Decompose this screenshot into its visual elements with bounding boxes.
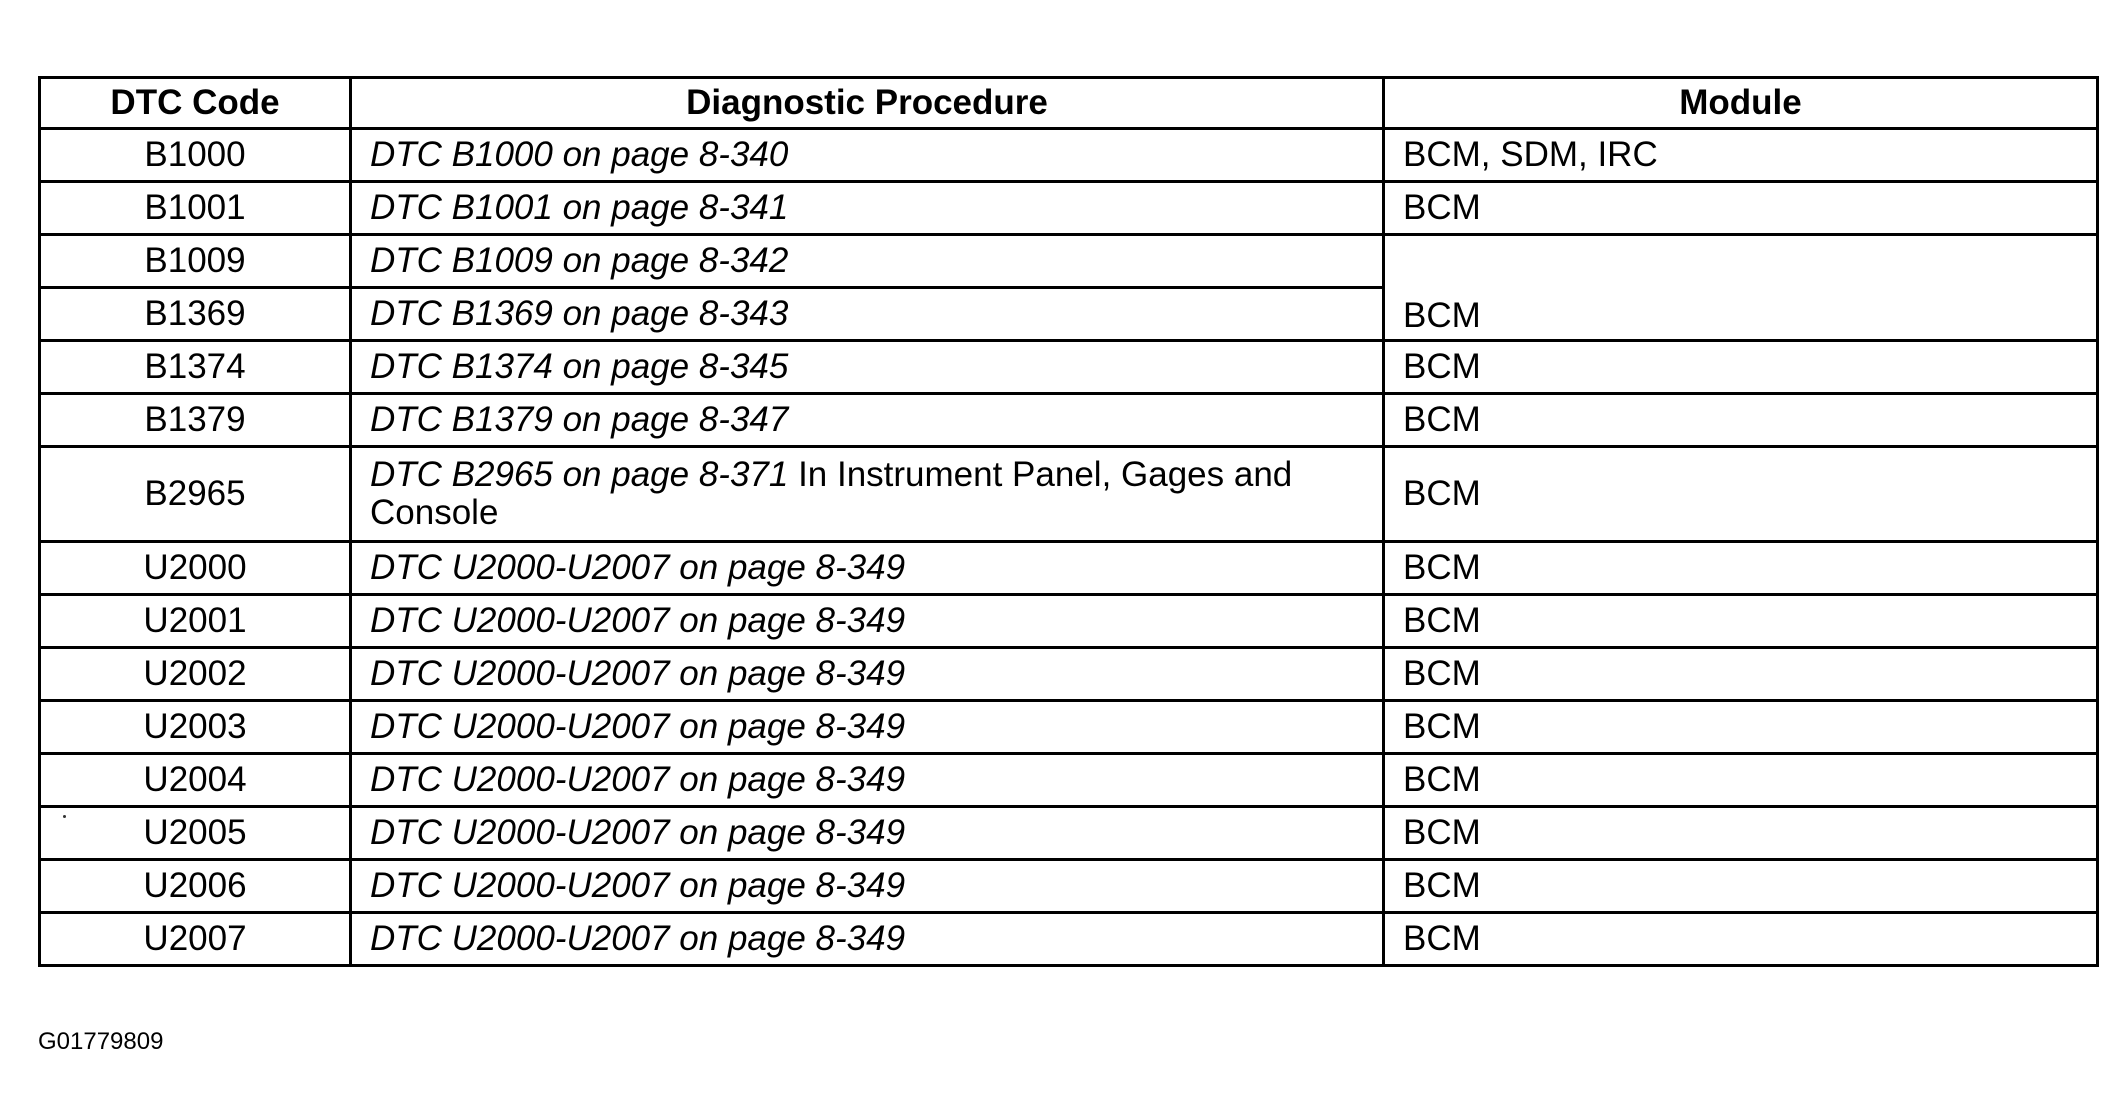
table-row [40,913,2098,966]
dtc-code-cell: B1369 [40,288,351,341]
dtc-code-cell: U2005 [40,807,351,860]
procedure-cell [351,648,1384,701]
module-cell: BCM [1384,595,2098,648]
procedure-cell [351,542,1384,595]
module-cell: BCM [1384,648,2098,701]
dtc-code-cell: B2965 [40,447,351,542]
dtc-code-cell: B1009 [40,235,351,288]
procedure-link[interactable]: DTC B1374 on page 8-345 [370,347,789,386]
dtc-table [38,76,2099,967]
procedure-cell [351,860,1384,913]
table-row [40,754,2098,807]
dtc-code-cell: B1000 [40,129,351,182]
dtc-code-cell: U2003 [40,701,351,754]
module-cell: BCM [1384,235,2098,341]
dtc-code-cell: U2000 [40,542,351,595]
procedure-cell [351,913,1384,966]
procedure-link[interactable]: DTC B2965 on page 8-371 [370,455,789,494]
table-row [40,595,2098,648]
procedure-link[interactable]: DTC B1379 on page 8-347 [370,400,789,439]
procedure-note: In Instrument Panel, Gages and Console [370,455,1293,532]
dtc-code-cell: U2006 [40,860,351,913]
module-cell: BCM [1384,860,2098,913]
procedure-cell [351,754,1384,807]
dtc-code-cell: U2001 [40,595,351,648]
procedure-cell [351,447,1384,542]
module-cell: BCM [1384,913,2098,966]
table-row [40,235,2098,288]
dtc-code-cell: B1379 [40,394,351,447]
scan-artifact-dot [63,815,66,818]
procedure-cell [351,288,1384,341]
table-row [40,807,2098,860]
procedure-link[interactable]: DTC U2000-U2007 on page 8-349 [370,919,906,958]
module-cell: BCM [1384,542,2098,595]
module-cell: BCM [1384,341,2098,394]
header-row [40,78,2098,129]
table-row [40,701,2098,754]
table-row [40,648,2098,701]
procedure-link[interactable]: DTC U2000-U2007 on page 8-349 [370,601,906,640]
procedure-link[interactable]: DTC U2000-U2007 on page 8-349 [370,813,906,852]
table-row [40,447,2098,542]
procedure-cell [351,182,1384,235]
procedure-link[interactable]: DTC U2000-U2007 on page 8-349 [370,548,906,587]
procedure-link[interactable]: DTC U2000-U2007 on page 8-349 [370,760,906,799]
table-row [40,182,2098,235]
procedure-link[interactable]: DTC U2000-U2007 on page 8-349 [370,707,906,746]
procedure-cell [351,129,1384,182]
dtc-code-cell: U2004 [40,754,351,807]
module-cell: BCM [1384,754,2098,807]
procedure-link[interactable]: DTC B1001 on page 8-341 [370,188,789,227]
procedure-link[interactable]: DTC B1000 on page 8-340 [370,135,789,174]
dtc-code-cell: B1001 [40,182,351,235]
procedure-cell [351,595,1384,648]
procedure-cell [351,394,1384,447]
procedure-link[interactable]: DTC B1369 on page 8-343 [370,294,789,333]
figure-id: G01779809 [38,1028,164,1055]
procedure-cell [351,807,1384,860]
module-cell: BCM [1384,701,2098,754]
procedure-cell [351,341,1384,394]
table-row [40,341,2098,394]
table-row [40,542,2098,595]
header-dtc-code: DTC Code [40,78,351,129]
header-module: Module [1384,78,2098,129]
module-cell: BCM, SDM, IRC [1384,129,2098,182]
module-cell: BCM [1384,394,2098,447]
dtc-code-cell: B1374 [40,341,351,394]
procedure-cell [351,235,1384,288]
table-row [40,860,2098,913]
header-diagnostic-procedure: Diagnostic Procedure [351,78,1384,129]
table-row [40,394,2098,447]
procedure-link[interactable]: DTC U2000-U2007 on page 8-349 [370,866,906,905]
dtc-code-cell: U2007 [40,913,351,966]
procedure-cell [351,701,1384,754]
table-row [40,129,2098,182]
module-cell: BCM [1384,807,2098,860]
procedure-link[interactable]: DTC B1009 on page 8-342 [370,241,789,280]
module-cell: BCM [1384,182,2098,235]
module-cell: BCM [1384,447,2098,542]
procedure-link[interactable]: DTC U2000-U2007 on page 8-349 [370,654,906,693]
dtc-code-cell: U2002 [40,648,351,701]
